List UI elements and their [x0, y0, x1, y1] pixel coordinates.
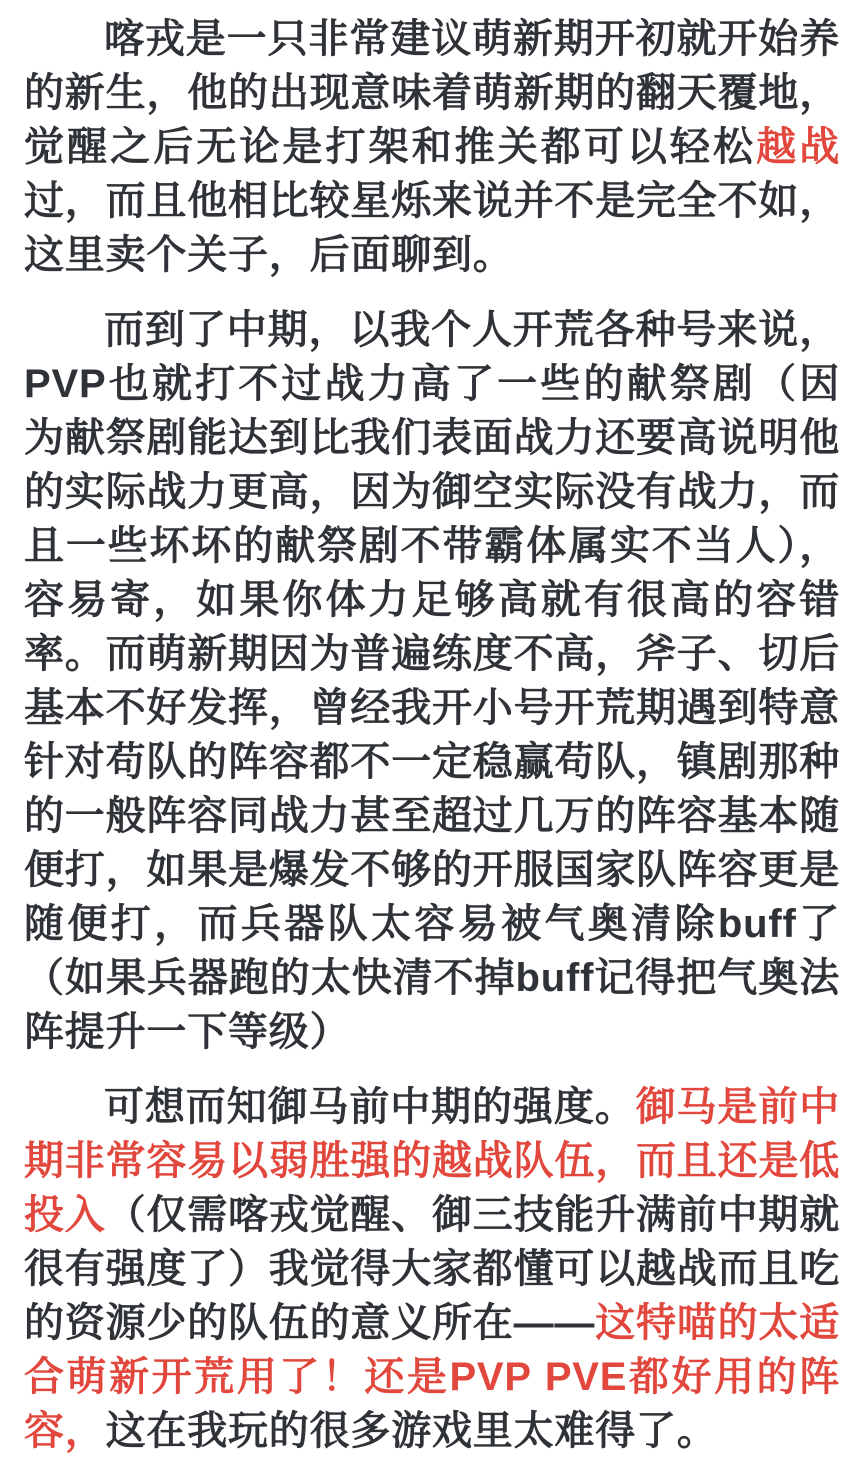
- text-segment: 过，而且他相比较星烁来说并不是完全不如，这里卖个关子，后面聊到。: [24, 179, 840, 277]
- emphasis-text-segment: 御马是前中期非常容易以弱胜强的越战队伍，而且还是低投入: [24, 1085, 840, 1237]
- emphasis-text-segment: 这特喵的太适合萌新开荒用了！还是PVP PVE都好用的阵容，: [24, 1301, 841, 1453]
- text-segment: 可想而知御马前中期的强度。: [104, 1085, 636, 1129]
- text-segment: （仅需喀戎觉醒、御三技能升满前中期就很有强度了）我觉得大家都懂可以越战而且吃的资源少的队伍的意义所在——: [24, 1193, 841, 1345]
- paragraph-1: [24, 12, 840, 282]
- emphasis-text-segment: 越战: [756, 125, 840, 169]
- paragraph-2: [24, 303, 840, 1059]
- text-segment: 而到了中期，以我个人开荒各种号来说，PVP也就打不过战力高了一些的献祭剧（因为献祭剧能达到比我们表面战力还要高说明他的实际战力更高，因为御空实际没有战力，而且一些坏坏的献祭剧不带霸体属实不当人），容易寄，如果你体力足够高就有很高的容错率。而萌新期因为普遍练度不高，斧子、切后基本不好发挥，曾经我开小号开荒期遇到特意针对苟队的阵容都不一定稳赢苟队，镇剧那种的一般阵容同战力甚至超过几万的阵容基本随便打，如果是爆发不够的开服国家队阵容更是随便打，而兵器队太容易被气奥清除buff了（如果兵器跑的太快清不掉buff记得把气奥法阵提升一下等级）: [24, 308, 840, 1054]
- text-segment: 这在我玩的很多游戏里太难得了。: [105, 1409, 718, 1453]
- text-segment: 喀戎是一只非常建议萌新期开初就开始养的新生，他的出现意味着萌新期的翻天覆地，觉醒之后无论是打架和推关都可以轻松: [24, 17, 840, 169]
- paragraph-3: [24, 1080, 840, 1458]
